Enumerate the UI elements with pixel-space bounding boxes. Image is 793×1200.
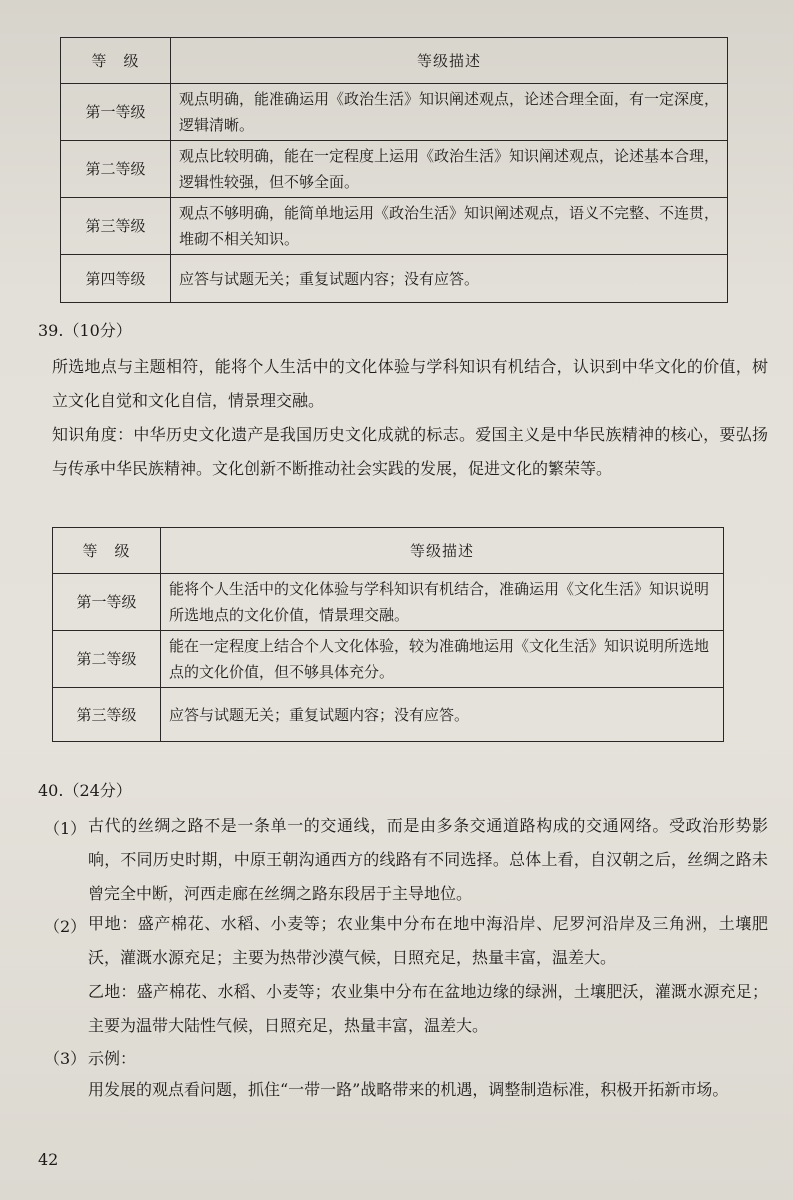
question-40-part-3-number: （3） (44, 1049, 87, 1068)
level-cell: 第二等级 (61, 141, 171, 198)
description-cell: 能在一定程度上结合个人文化体验，较为准确地运用《文化生活》知识说明所选地点的文化价值，但不够具体充分。 (161, 631, 724, 688)
level-cell: 第三等级 (61, 198, 171, 255)
level-cell: 第一等级 (61, 84, 171, 141)
header-level: 等 级 (61, 38, 171, 84)
grading-table-culture (52, 527, 724, 742)
table-row (53, 688, 724, 742)
question-39-paragraph-1: 所选地点与主题相符，能将个人生活中的文化体验与学科知识有机结合，认识到中华文化的价值，树立文化自觉和文化自信，情景理交融。 (52, 357, 768, 410)
description-cell: 观点不够明确，能简单地运用《政治生活》知识阐述观点，语义不完整、不连贯，堆砌不相关知识。 (171, 198, 728, 255)
header-description: 等级描述 (161, 528, 724, 574)
header-description: 等级描述 (171, 38, 728, 84)
description-cell: 应答与试题无关；重复试题内容；没有应答。 (161, 688, 724, 742)
table-row (53, 631, 724, 688)
question-39-title: 39.（10分） (38, 321, 132, 340)
question-40-part-3-text: 用发展的观点看问题，抓住“一带一路”战略带来的机遇，调整制造标准，积极开拓新市场。 (88, 1080, 729, 1099)
question-40-part-2-jia: 甲地：盛产棉花、水稻、小麦等；农业集中分布在地中海沿岸、尼罗河沿岸及三角洲，土壤肥沃，灌溉水源充足；主要为热带沙漠气候，日照充足，热量丰富，温差大。 (88, 914, 768, 967)
table-row (61, 198, 728, 255)
level-cell: 第三等级 (53, 688, 161, 742)
question-40-part-3-label: 示例： (88, 1049, 137, 1068)
table-row (61, 255, 728, 303)
question-39-paragraph-2: 知识角度：中华历史文化遗产是我国历史文化成就的标志。爱国主义是中华民族精神的核心，要弘扬与传承中华民族精神。文化创新不断推动社会实践的发展，促进文化的繁荣等。 (52, 425, 768, 478)
description-cell: 应答与试题无关；重复试题内容；没有应答。 (171, 255, 728, 303)
table-row (61, 84, 728, 141)
level-cell: 第二等级 (53, 631, 161, 688)
question-40-title: 40.（24分） (38, 781, 132, 800)
header-level: 等 级 (53, 528, 161, 574)
table-row (53, 574, 724, 631)
level-cell: 第一等级 (53, 574, 161, 631)
level-cell: 第四等级 (61, 255, 171, 303)
question-40-part-2-number: （2） (44, 917, 87, 936)
table-header-row (61, 38, 728, 84)
table-header-row (53, 528, 724, 574)
description-cell: 能将个人生活中的文化体验与学科知识有机结合，准确运用《文化生活》知识说明所选地点的文化价值，情景理交融。 (161, 574, 724, 631)
question-40-part-1-number: （1） (44, 819, 87, 838)
grading-table-politics (60, 37, 728, 303)
description-cell: 观点比较明确，能在一定程度上运用《政治生活》知识阐述观点，论述基本合理，逻辑性较强，但不够全面。 (171, 141, 728, 198)
table-row (61, 141, 728, 198)
question-40-part-2-yi: 乙地：盛产棉花、水稻、小麦等；农业集中分布在盆地边缘的绿洲，土壤肥沃，灌溉水源充足；主要为温带大陆性气候，日照充足，热量丰富，温差大。 (88, 982, 768, 1035)
page-number: 42 (38, 1150, 59, 1169)
description-cell: 观点明确，能准确运用《政治生活》知识阐述观点，论述合理全面，有一定深度，逻辑清晰。 (171, 84, 728, 141)
question-40-part-1-text: 古代的丝绸之路不是一条单一的交通线，而是由多条交通道路构成的交通网络。受政治形势影响，不同历史时期，中原王朝沟通西方的线路有不同选择。总体上看，自汉朝之后，丝绸之路未曾完全中断，河西走廊在丝绸之路东段居于主导地位。 (88, 816, 768, 903)
